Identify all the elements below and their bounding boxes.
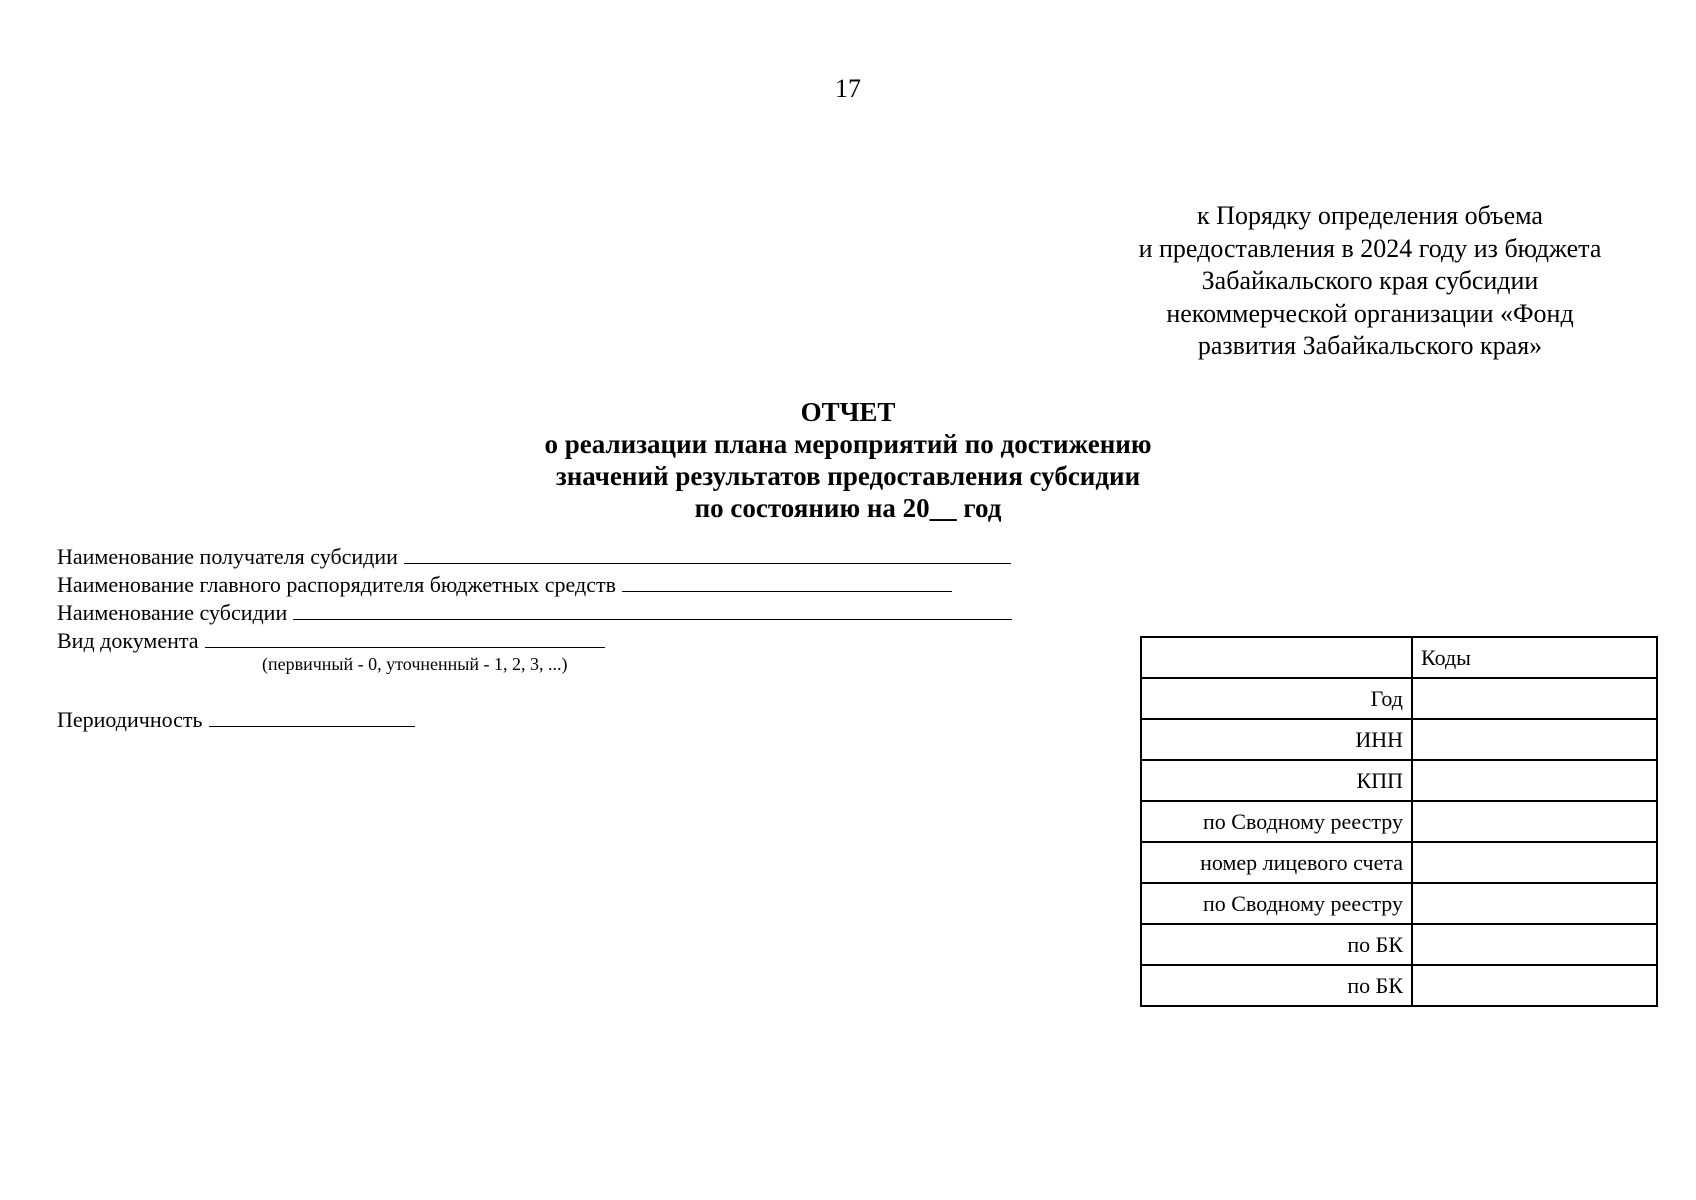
periodicity-label: Периодичность bbox=[57, 707, 203, 732]
codes-header-row bbox=[1141, 637, 1657, 678]
codes-header: Коды bbox=[1412, 637, 1657, 678]
manager-label: Наименование главного распорядителя бюджетных средств bbox=[57, 572, 616, 597]
table-row bbox=[1141, 760, 1657, 801]
table-row bbox=[1141, 924, 1657, 965]
table-row bbox=[1141, 965, 1657, 1006]
report-subtitle-line: по состоянию на 20__ год bbox=[694, 493, 1002, 523]
codes-table bbox=[1140, 636, 1658, 1007]
report-title bbox=[0, 396, 1696, 524]
code-label: номер лицевого счета bbox=[1141, 842, 1412, 883]
report-heading: ОТЧЕТ bbox=[800, 397, 896, 427]
codes-header-blank bbox=[1141, 637, 1412, 678]
report-subtitle-line: о реализации плана мероприятий по достижению bbox=[544, 429, 1152, 459]
subsidy-field bbox=[57, 599, 1012, 626]
appendix-reference bbox=[1060, 200, 1680, 363]
recipient-blank-line[interactable] bbox=[404, 543, 1011, 564]
code-value-cell[interactable] bbox=[1412, 883, 1657, 924]
appendix-line: развития Забайкальского края» bbox=[1197, 331, 1543, 360]
manager-field bbox=[57, 571, 952, 598]
code-label: по Сводному реестру bbox=[1141, 801, 1412, 842]
appendix-line: некоммерческой организации «Фонд bbox=[1166, 298, 1574, 328]
code-label: КПП bbox=[1141, 760, 1412, 801]
code-value-cell[interactable] bbox=[1412, 719, 1657, 760]
code-value-cell[interactable] bbox=[1412, 801, 1657, 842]
doc-type-hint: (первичный - 0, уточненный - 1, 2, 3, ...) bbox=[262, 654, 568, 674]
subsidy-label: Наименование субсидии bbox=[57, 600, 288, 625]
table-row bbox=[1141, 883, 1657, 924]
code-label: по БК bbox=[1141, 924, 1412, 965]
appendix-line: и предоставления в 2024 году из бюджета bbox=[1138, 233, 1602, 263]
code-label: Год bbox=[1141, 678, 1412, 719]
report-subtitle-line: значений результатов предоставления субсидии bbox=[555, 461, 1141, 491]
doc-type-label: Вид документа bbox=[57, 628, 199, 653]
doc-type-field bbox=[57, 627, 605, 654]
periodicity-field bbox=[57, 706, 415, 733]
code-value-cell[interactable] bbox=[1412, 924, 1657, 965]
code-value-cell[interactable] bbox=[1412, 760, 1657, 801]
table-row bbox=[1141, 719, 1657, 760]
subsidy-blank-line[interactable] bbox=[293, 599, 1012, 620]
code-label: ИНН bbox=[1141, 719, 1412, 760]
code-value-cell[interactable] bbox=[1412, 678, 1657, 719]
recipient-field bbox=[57, 543, 1011, 570]
code-label: по БК bbox=[1141, 965, 1412, 1006]
table-row bbox=[1141, 678, 1657, 719]
code-value-cell[interactable] bbox=[1412, 965, 1657, 1006]
code-value-cell[interactable] bbox=[1412, 842, 1657, 883]
table-row bbox=[1141, 842, 1657, 883]
periodicity-blank-line[interactable] bbox=[209, 706, 415, 727]
recipient-label: Наименование получателя субсидии bbox=[57, 544, 398, 569]
code-label: по Сводному реестру bbox=[1141, 883, 1412, 924]
doc-type-blank-line[interactable] bbox=[205, 627, 605, 648]
appendix-line: Забайкальского края субсидии bbox=[1201, 266, 1539, 295]
manager-blank-line[interactable] bbox=[622, 571, 952, 592]
page-number: 17 bbox=[835, 74, 861, 103]
appendix-line: к Порядку определения объема bbox=[1197, 201, 1543, 230]
table-row bbox=[1141, 801, 1657, 842]
